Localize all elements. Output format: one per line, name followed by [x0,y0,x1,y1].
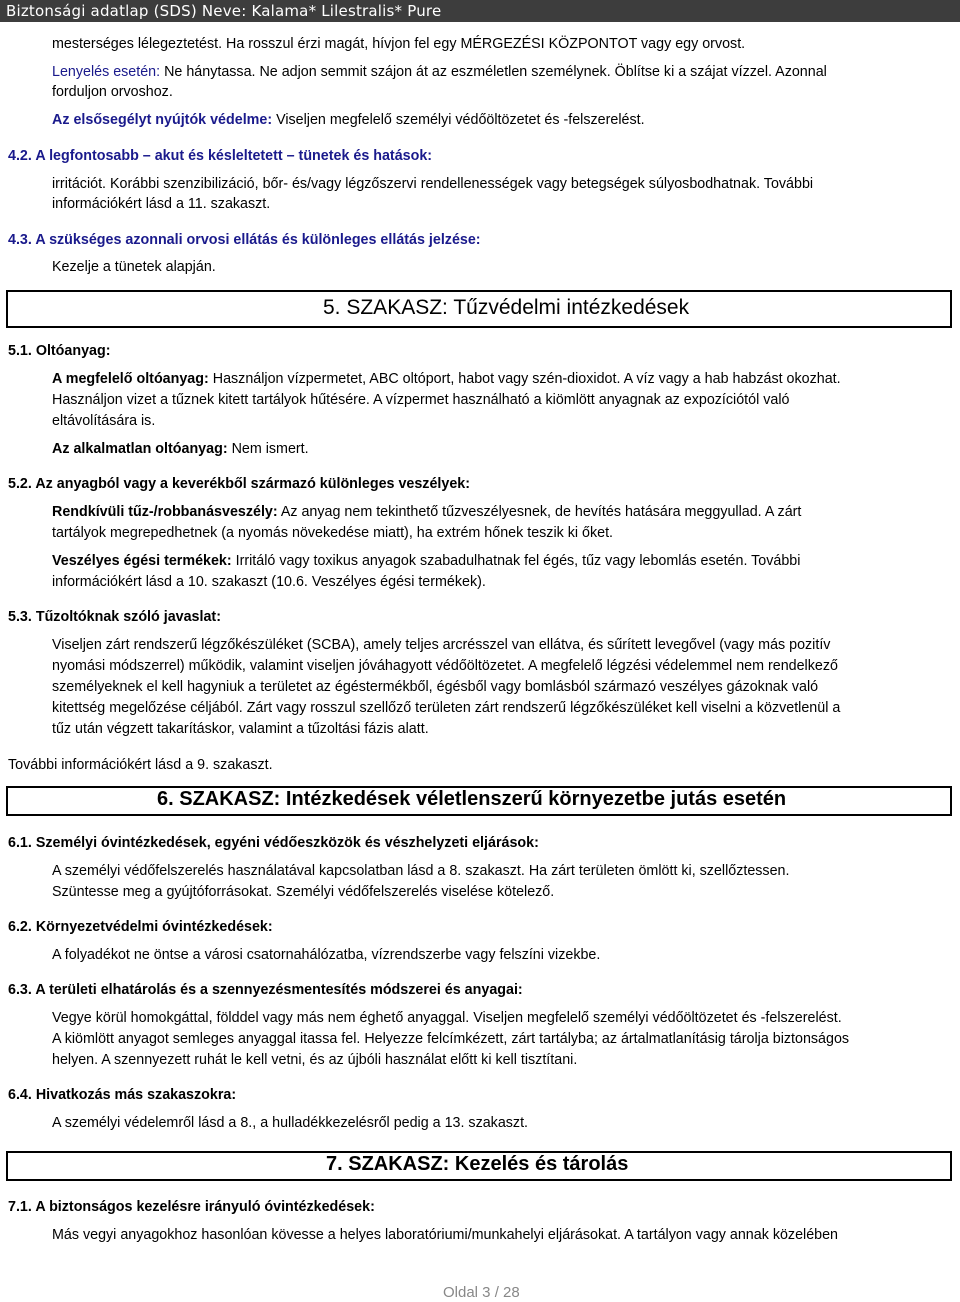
s71-title: A biztonságos kezelésre irányuló óvintézkedések: [35,1199,375,1215]
protect-label: Az elsősegélyt nyújtók védelme: [52,112,273,128]
s43-number: 4.3. [8,232,32,248]
s61-title: Személyi óvintézkedések, egyéni védőeszközök és vészhelyzeti eljárások: [35,835,539,851]
unsuitable-text: Nem ismert. [231,441,309,457]
s64-number: 6.4. [8,1087,32,1103]
s53-para4: kitettség megelőzése céljából. Zárt vagy rosszul szellőző területen zárt rendszerű légzőkészüléket kell viselni a közvetlenül a [52,700,841,716]
fire-hazard-label: Rendkívüli tűz-/robbanásveszély: [52,504,278,520]
swallow-label: Lenyelés esetén: [52,64,161,80]
combustion-text-2: információkért lásd a 10. szakaszt (10.6. Veszélyes égési termékek). [52,574,486,590]
swallow-text-cont: forduljon orvoshoz. [52,84,173,100]
document-header-bar [0,0,960,22]
s63-para2: A kiömlött anyagot semleges anyaggal itassa fel. Helyezze felcímkézett, zárt tartályba; az ártalmatlanításig tárolja biztonságos [52,1031,850,1047]
s52-number: 5.2. [8,476,32,492]
s63-para3: helyen. A szennyezett ruhát le kell vetni, és az újbóli használat előtt ki kell tisztítani. [52,1052,578,1068]
suitable-label: A megfelelő oltóanyag: [52,371,209,387]
s62-heading [8,917,273,937]
combustion-text: Irritáló vagy toxikus anyagok szabadulhatnak fel égés, tűz vagy lebomlás esetén. További [235,553,801,569]
s53-number: 5.3. [8,609,32,625]
s62-para1: A folyadékot ne öntse a városi csatornahálózatba, vízrendszerbe vagy felszíni vizekbe. [52,947,601,963]
s62-title: Környezetvédelmi óvintézkedések: [35,919,273,935]
s43-heading [8,230,481,250]
suitable-row [52,369,841,389]
s53-para5: tűz után végzett takarításkor, valamint a tűzoltási fázis alatt. [52,721,429,737]
protect-row [52,110,645,130]
fire-hazard-row [52,502,801,522]
s64-para1: A személyi védelemről lásd a 8., a hulladékkezelésről pedig a 13. szakaszt. [52,1115,529,1131]
document-title: Biztonsági adatlap (SDS) Neve: Kalama* Lilestralis* Pure [6,2,442,20]
s71-para1: Más vegyi anyagokhoz hasonlóan kövesse a helyes laboratóriumi/munkahelyi eljárásokat. A tartályon vagy annak közelében [52,1227,839,1243]
s71-heading [8,1197,375,1217]
s53-para1: Viseljen zárt rendszerű légzőkészüléket (SCBA), amely teljes arcrésszel van ellátva, és sűrített levegővel (vagy más pozitív [52,637,831,653]
s53-para3: személyeknek el kell hagyniuk a területet az égéstermékből, égésből vagy bomlásból származó veszélyes gázoknak való [52,679,819,695]
combustion-label: Veszélyes égési termékek: [52,553,232,569]
s4-line1: mesterséges lélegeztetést. Ha rosszul érzi magát, hívjon fel egy MÉRGEZÉSI KÖZPONTOT vagy egy orvost. [52,36,746,52]
suitable-text-2: Használjon vizet a tűznek kitett tartályok hűtésére. A vízpermet használható a kiömlött anyagnak az expozíciótól való [52,392,790,408]
unsuitable-row [52,439,309,459]
s5-more-info: További információkért lásd a 9. szakaszt. [8,757,273,773]
s52-heading [8,474,470,494]
s53-para2: nyomási módszerrel) működik, valamint viseljen jóváhagyott védőöltözetet. A megfelelő légzési védelemmel nem rendelkező [52,658,838,674]
s63-heading [8,980,523,1000]
s51-label: 5.1. Oltóanyag: [8,343,111,359]
s64-heading [8,1085,236,1105]
s53-title: Tűzoltóknak szóló javaslat: [35,609,221,625]
s43-text: Kezelje a tünetek alapján. [52,259,216,275]
s53-heading [8,607,221,627]
swallow-row [52,62,827,82]
section5-heading: 5. SZAKASZ: Tűzvédelmi intézkedések [323,296,690,319]
protect-text: Viseljen megfelelő személyi védőöltözetet és -felszerelést. [276,112,645,128]
s42-heading [8,146,432,166]
s61-number: 6.1. [8,835,32,851]
fire-hazard-text: Az anyag nem tekinthető tűzveszélyesnek, de hevítés hatására meggyullad. A zárt [280,504,802,520]
s63-title: A területi elhatárolás és a szennyezésmentesítés módszerei és anyagai: [35,982,523,998]
suitable-text: Használjon vízpermetet, ABC oltóport, habot vagy szén-dioxidot. A víz vagy a hab habzást okozhat. [212,371,841,387]
s61-para1: A személyi védőfelszerelés használatával kapcsolatban lásd a 8. szakaszt. Ha zárt területen ömlött ki, szellőztessen. [52,863,790,879]
s63-number: 6.3. [8,982,32,998]
s64-title: Hivatkozás más szakaszokra: [35,1087,237,1103]
s43-title: A szükséges azonnali orvosi ellátás és különleges ellátás jelzése: [35,232,481,248]
s61-para2: Szüntesse meg a gyújtóforrásokat. Személyi védőfelszerelés viselése kötelező. [52,884,555,900]
s52-title: Az anyagból vagy a keverékből származó különleges veszélyek: [35,476,470,492]
swallow-text: Ne hánytassa. Ne adjon semmit szájon át az eszméletlen személynek. Öblítse ki a szájat vízzel. Azonnal [164,64,827,80]
section6-heading: 6. SZAKASZ: Intézkedések véletlenszerű környezetbe jutás esetén [157,788,787,810]
s42-para2: információkért lásd a 11. szakaszt. [52,196,271,212]
s42-title: A legfontosabb – akut és késleltetett – tünetek és hatások: [35,148,433,164]
s62-number: 6.2. [8,919,32,935]
s71-number: 7.1. [8,1199,32,1215]
unsuitable-label: Az alkalmatlan oltóanyag: [52,441,228,457]
combustion-row [52,551,800,571]
s42-number: 4.2. [8,148,32,164]
s63-para1: Vegye körül homokgáttal, földdel vagy más nem éghető anyaggal. Viseljen megfelelő személyi védőöltözetet és -felszerelést. [52,1010,842,1026]
section7-heading: 7. SZAKASZ: Kezelés és tárolás [326,1153,629,1175]
page-number: Oldal 3 / 28 [443,1284,520,1301]
s42-para1: irritációt. Korábbi szenzibilizáció, bőr- és/vagy légzőszervi rendellenességek vagy betegségek súlyosbodhatnak. További [52,176,814,192]
fire-hazard-text-2: tartályok megrepedhetnek (a nyomás növekedése miatt), ha extrém hőnek teszik ki őket. [52,525,614,541]
suitable-text-3: eltávolítására is. [52,413,156,429]
s61-heading [8,833,539,853]
